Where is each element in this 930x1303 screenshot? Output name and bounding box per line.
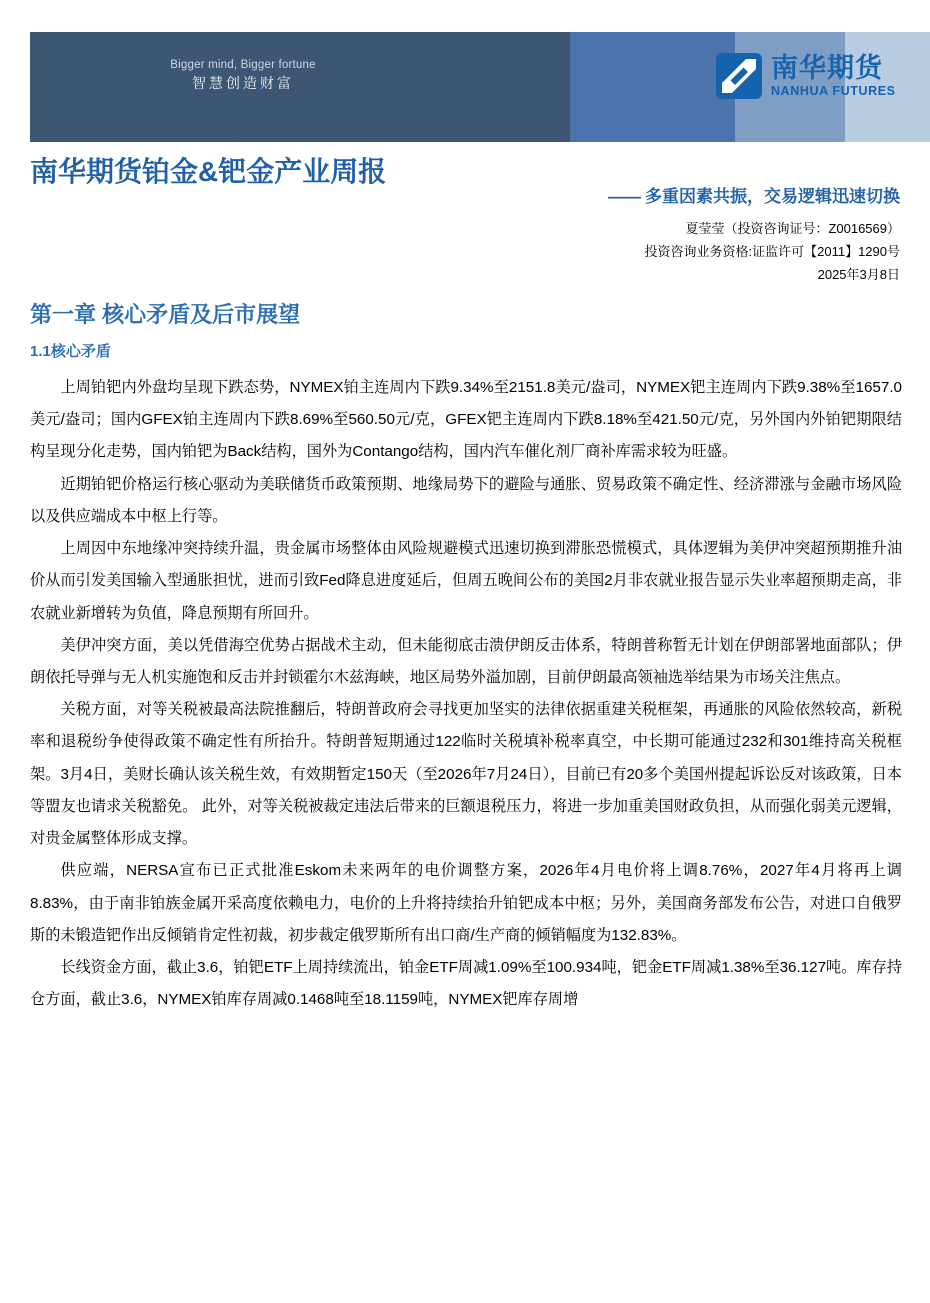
paragraph: 美伊冲突方面，美以凭借海空优势占据战术主动，但未能彻底击溃伊朗反击体系，特朗普称暂无计划在伊朗部署地面部队；伊朗依托导弹与无人机实施饱和反击并封锁霍尔木兹海峡，地区局势外溢加剧，目前伊朗最高领袖选举结果为市场关注焦点。 <box>30 636 902 686</box>
subtitle-dash: —— <box>608 187 640 206</box>
tagline-english: Bigger mind, Bigger fortune <box>170 59 316 71</box>
logo-english-name: NANHUA FUTURES <box>771 83 896 98</box>
paragraph: 关税方面，对等关税被最高法院推翻后，特朗普政府会寻找更加坚实的法律依据重建关税框架，再通胀的风险依然较高，新税率和退税纷争使得政策不确定性有所抬升。特朗普短期通过122临时关税填补税率真空，中长期可能通过232和301维持高关税框架。3月4日，美财长确认该关税生效，有效期暂定150天（至2026年7月24日），目前已有20多个美国州提起诉讼反对该政策，日本等盟友也请求关税豁免。 此外，对等关税被裁定违法后带来的巨额退税压力，将进一步加重美国财政负担，从而强化弱美元逻辑，对贵金属整体形成支撑。 <box>30 701 902 848</box>
logo-chinese-name: 南华期货 <box>771 52 883 83</box>
subtitle-text: 多重因素共振，交易逻辑迅速切换 <box>645 187 900 206</box>
document-subtitle <box>608 182 900 207</box>
company-logo <box>715 52 896 100</box>
paragraph: 长线资金方面，截止3.6，铂钯ETF上周持续流出，铂金ETF周减1.09%至100.934吨，钯金ETF周减1.38%至36.127吨。库存持仓方面，截止3.6，NYMEX铂库存周减0.1468吨至18.1159吨，NYMEX钯库存周增 <box>30 958 902 1009</box>
author-line: 夏莹莹（投资咨询证号：Z0016569） <box>685 221 900 236</box>
date-line: 2025年3月8日 <box>817 266 900 282</box>
license-line: 投资咨询业务资格:证监许可【2011】1290号 <box>644 243 900 259</box>
paragraph: 上周因中东地缘冲突持续升温，贵金属市场整体由风险规避模式迅速切换到滞胀恐慌模式，具体逻辑为美伊冲突超预期推升油价从而引发美国输入型通胀担忧，进而引致Fed降息进度延后，但周五晚间公布的美国2月非农就业报告显示失业率超预期走高，非农就业新增转为负值，降息预期有所回升。 <box>30 540 902 622</box>
nanhua-logo-icon <box>715 52 763 100</box>
logo-text-block <box>771 52 896 98</box>
paragraph: 供应端，NERSA宣布已正式批准Eskom未来两年的电价调整方案，2026年4月电价将上调8.76%，2027年4月将再上调8.83%，由于南非铂族金属开采高度依赖电力，电价的上升将持续抬升铂钯成本中枢；另外，美国商务部发布公告，对进口自俄罗斯的未锻造钯作出反倾销肯定性初裁，初步裁定俄罗斯所有出口商/生产商的倾销幅度为132.83%。 <box>30 862 902 944</box>
header-band-dark <box>30 32 570 142</box>
header-band-mid <box>570 32 735 142</box>
document-metadata <box>645 218 901 286</box>
page-title: 南华期货铂金&钯金产业周报 <box>30 156 387 187</box>
tagline-chinese: 智慧创造财富 <box>192 75 294 92</box>
subsection-heading: 1.1核心矛盾 <box>30 343 111 360</box>
paragraph: 上周铂钯内外盘均呈现下跌态势，NYMEX铂主连周内下跌9.34%至2151.8美元/盎司，NYMEX钯主连周内下跌9.38%至1657.0美元/盎司；国内GFEX铂主连周内下跌8.69%至560.50元/克，GFEX钯主连周内下跌8.18%至421.50元/克，另外国内外铂钯期限结构呈现分化走势，国内铂钯为Back结构，国外为Contango结构，国内汽车催化剂厂商补库需求较为旺盛。 <box>30 379 902 461</box>
chapter-heading: 第一章 核心矛盾及后市展望 <box>30 302 301 327</box>
body-content <box>30 372 902 1016</box>
paragraph: 近期铂钯价格运行核心驱动为美联储货币政策预期、地缘局势下的避险与通胀、贸易政策不确定性、经济滞涨与金融市场风险以及供应端成本中枢上行等。 <box>30 475 902 525</box>
